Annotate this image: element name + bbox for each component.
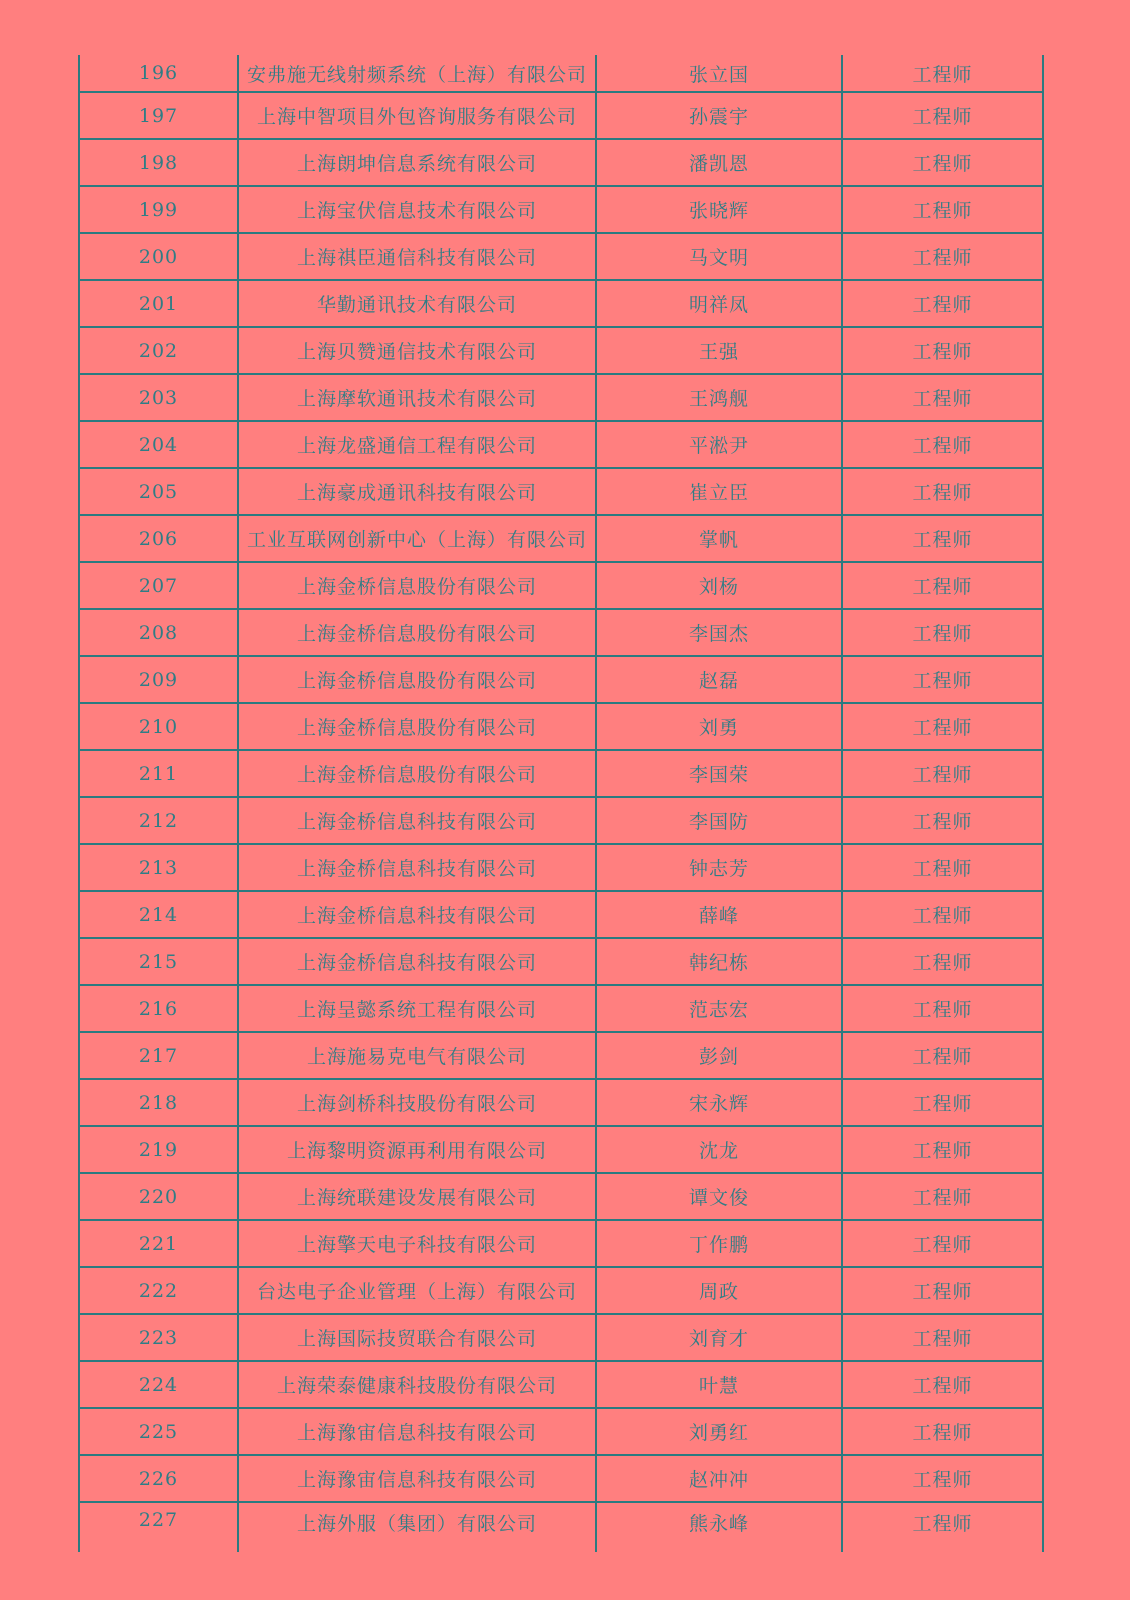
company-cell: 上海摩软通讯技术有限公司 — [238, 374, 596, 421]
table-row — [79, 374, 1043, 421]
job-title-cell: 工程师 — [842, 938, 1043, 985]
row-number-cell: 225 — [79, 1408, 238, 1455]
person-name-cell: 张晓辉 — [596, 186, 842, 233]
table-row — [79, 139, 1043, 186]
company-cell: 上海豫宙信息科技有限公司 — [238, 1408, 596, 1455]
table-row — [79, 891, 1043, 938]
company-cell: 上海荣泰健康科技股份有限公司 — [238, 1361, 596, 1408]
row-number-cell: 226 — [79, 1455, 238, 1502]
row-number-cell: 210 — [79, 703, 238, 750]
job-title-cell: 工程师 — [842, 1455, 1043, 1502]
table-row — [79, 327, 1043, 374]
job-title-cell: 工程师 — [842, 609, 1043, 656]
person-name-cell: 孙震宇 — [596, 92, 842, 139]
row-number-cell: 206 — [79, 515, 238, 562]
row-number-cell: 219 — [79, 1126, 238, 1173]
roster-table — [78, 55, 1044, 1552]
job-title-cell: 工程师 — [842, 1126, 1043, 1173]
row-number-cell: 208 — [79, 609, 238, 656]
table-row — [79, 797, 1043, 844]
job-title-cell: 工程师 — [842, 186, 1043, 233]
company-cell: 上海剑桥科技股份有限公司 — [238, 1079, 596, 1126]
table-row — [79, 280, 1043, 327]
job-title-cell: 工程师 — [842, 280, 1043, 327]
table-row — [79, 1267, 1043, 1314]
table-row — [79, 844, 1043, 891]
person-name-cell: 掌帆 — [596, 515, 842, 562]
job-title-cell: 工程师 — [842, 468, 1043, 515]
person-name-cell: 薛峰 — [596, 891, 842, 938]
company-cell: 上海宝伏信息技术有限公司 — [238, 186, 596, 233]
row-number-cell: 205 — [79, 468, 238, 515]
row-number-cell: 221 — [79, 1220, 238, 1267]
table-row — [79, 938, 1043, 985]
row-number-cell: 203 — [79, 374, 238, 421]
person-name-cell: 丁作鹏 — [596, 1220, 842, 1267]
table-row — [79, 1032, 1043, 1079]
table-row — [79, 1502, 1043, 1552]
person-name-cell: 崔立臣 — [596, 468, 842, 515]
company-cell: 上海黎明资源再利用有限公司 — [238, 1126, 596, 1173]
row-number-cell: 215 — [79, 938, 238, 985]
company-cell: 上海擎天电子科技有限公司 — [238, 1220, 596, 1267]
company-cell: 上海朗坤信息系统有限公司 — [238, 139, 596, 186]
table-row — [79, 985, 1043, 1032]
company-cell: 上海金桥信息科技有限公司 — [238, 844, 596, 891]
job-title-cell: 工程师 — [842, 374, 1043, 421]
person-name-cell: 刘育才 — [596, 1314, 842, 1361]
person-name-cell: 韩纪栋 — [596, 938, 842, 985]
row-number-cell: 204 — [79, 421, 238, 468]
job-title-cell: 工程师 — [842, 891, 1043, 938]
company-cell: 上海金桥信息股份有限公司 — [238, 656, 596, 703]
job-title-cell: 工程师 — [842, 1173, 1043, 1220]
company-cell: 上海金桥信息股份有限公司 — [238, 703, 596, 750]
roster-table-container — [78, 55, 1042, 1549]
table-row — [79, 233, 1043, 280]
row-number-cell: 200 — [79, 233, 238, 280]
table-row — [79, 1408, 1043, 1455]
table-row — [79, 515, 1043, 562]
company-cell: 上海金桥信息股份有限公司 — [238, 750, 596, 797]
job-title-cell: 工程师 — [842, 703, 1043, 750]
row-number-cell: 227 — [79, 1502, 238, 1552]
person-name-cell: 潘凯恩 — [596, 139, 842, 186]
row-number-cell: 199 — [79, 186, 238, 233]
table-row — [79, 1361, 1043, 1408]
job-title-cell: 工程师 — [842, 750, 1043, 797]
person-name-cell: 刘勇 — [596, 703, 842, 750]
job-title-cell: 工程师 — [842, 1361, 1043, 1408]
company-cell: 上海金桥信息科技有限公司 — [238, 938, 596, 985]
company-cell: 上海金桥信息科技有限公司 — [238, 891, 596, 938]
job-title-cell: 工程师 — [842, 92, 1043, 139]
person-name-cell: 王鸿舰 — [596, 374, 842, 421]
job-title-cell: 工程师 — [842, 797, 1043, 844]
person-name-cell: 赵磊 — [596, 656, 842, 703]
company-cell: 上海金桥信息股份有限公司 — [238, 562, 596, 609]
row-number-cell: 197 — [79, 92, 238, 139]
job-title-cell: 工程师 — [842, 562, 1043, 609]
job-title-cell: 工程师 — [842, 421, 1043, 468]
person-name-cell: 沈龙 — [596, 1126, 842, 1173]
person-name-cell: 李国防 — [596, 797, 842, 844]
company-cell: 上海外服（集团）有限公司 — [238, 1502, 596, 1552]
person-name-cell: 赵冲冲 — [596, 1455, 842, 1502]
person-name-cell: 刘杨 — [596, 562, 842, 609]
table-row — [79, 750, 1043, 797]
table-row — [79, 1173, 1043, 1220]
person-name-cell: 李国荣 — [596, 750, 842, 797]
company-cell: 上海金桥信息股份有限公司 — [238, 609, 596, 656]
table-row — [79, 468, 1043, 515]
table-row — [79, 92, 1043, 139]
company-cell: 上海统联建设发展有限公司 — [238, 1173, 596, 1220]
row-number-cell: 207 — [79, 562, 238, 609]
job-title-cell: 工程师 — [842, 1408, 1043, 1455]
company-cell: 上海龙盛通信工程有限公司 — [238, 421, 596, 468]
row-number-cell: 214 — [79, 891, 238, 938]
job-title-cell: 工程师 — [842, 55, 1043, 92]
job-title-cell: 工程师 — [842, 1267, 1043, 1314]
person-name-cell: 范志宏 — [596, 985, 842, 1032]
table-row — [79, 1455, 1043, 1502]
row-number-cell: 198 — [79, 139, 238, 186]
person-name-cell: 刘勇红 — [596, 1408, 842, 1455]
row-number-cell: 220 — [79, 1173, 238, 1220]
company-cell: 上海呈懿系统工程有限公司 — [238, 985, 596, 1032]
table-row — [79, 1314, 1043, 1361]
job-title-cell: 工程师 — [842, 844, 1043, 891]
person-name-cell: 谭文俊 — [596, 1173, 842, 1220]
person-name-cell: 马文明 — [596, 233, 842, 280]
table-row — [79, 609, 1043, 656]
company-cell: 上海豪成通讯科技有限公司 — [238, 468, 596, 515]
job-title-cell: 工程师 — [842, 515, 1043, 562]
job-title-cell: 工程师 — [842, 233, 1043, 280]
person-name-cell: 李国杰 — [596, 609, 842, 656]
company-cell: 上海中智项目外包咨询服务有限公司 — [238, 92, 596, 139]
job-title-cell: 工程师 — [842, 139, 1043, 186]
table-row — [79, 1220, 1043, 1267]
company-cell: 工业互联网创新中心（上海）有限公司 — [238, 515, 596, 562]
person-name-cell: 周政 — [596, 1267, 842, 1314]
row-number-cell: 211 — [79, 750, 238, 797]
person-name-cell: 钟志芳 — [596, 844, 842, 891]
row-number-cell: 218 — [79, 1079, 238, 1126]
job-title-cell: 工程师 — [842, 1079, 1043, 1126]
row-number-cell: 217 — [79, 1032, 238, 1079]
person-name-cell: 张立国 — [596, 55, 842, 92]
table-row — [79, 562, 1043, 609]
company-cell: 上海祺臣通信科技有限公司 — [238, 233, 596, 280]
company-cell: 台达电子企业管理（上海）有限公司 — [238, 1267, 596, 1314]
person-name-cell: 平淞尹 — [596, 421, 842, 468]
row-number-cell: 196 — [79, 55, 238, 92]
table-row — [79, 703, 1043, 750]
row-number-cell: 216 — [79, 985, 238, 1032]
person-name-cell: 王强 — [596, 327, 842, 374]
person-name-cell: 彭剑 — [596, 1032, 842, 1079]
person-name-cell: 宋永辉 — [596, 1079, 842, 1126]
job-title-cell: 工程师 — [842, 656, 1043, 703]
person-name-cell: 明祥凤 — [596, 280, 842, 327]
job-title-cell: 工程师 — [842, 1314, 1043, 1361]
table-row — [79, 1126, 1043, 1173]
row-number-cell: 224 — [79, 1361, 238, 1408]
job-title-cell: 工程师 — [842, 327, 1043, 374]
company-cell: 安弗施无线射频系统（上海）有限公司 — [238, 55, 596, 92]
company-cell: 上海贝赞通信技术有限公司 — [238, 327, 596, 374]
table-row — [79, 656, 1043, 703]
table-row — [79, 421, 1043, 468]
job-title-cell: 工程师 — [842, 1220, 1043, 1267]
table-row — [79, 1079, 1043, 1126]
row-number-cell: 202 — [79, 327, 238, 374]
table-row — [79, 186, 1043, 233]
company-cell: 华勤通讯技术有限公司 — [238, 280, 596, 327]
row-number-cell: 222 — [79, 1267, 238, 1314]
person-name-cell: 熊永峰 — [596, 1502, 842, 1552]
company-cell: 上海国际技贸联合有限公司 — [238, 1314, 596, 1361]
job-title-cell: 工程师 — [842, 1502, 1043, 1552]
company-cell: 上海豫宙信息科技有限公司 — [238, 1455, 596, 1502]
row-number-cell: 212 — [79, 797, 238, 844]
row-number-cell: 223 — [79, 1314, 238, 1361]
row-number-cell: 209 — [79, 656, 238, 703]
company-cell: 上海金桥信息科技有限公司 — [238, 797, 596, 844]
row-number-cell: 213 — [79, 844, 238, 891]
person-name-cell: 叶慧 — [596, 1361, 842, 1408]
table-row — [79, 55, 1043, 92]
roster-table-body — [79, 55, 1043, 1552]
job-title-cell: 工程师 — [842, 1032, 1043, 1079]
row-number-cell: 201 — [79, 280, 238, 327]
company-cell: 上海施易克电气有限公司 — [238, 1032, 596, 1079]
job-title-cell: 工程师 — [842, 985, 1043, 1032]
